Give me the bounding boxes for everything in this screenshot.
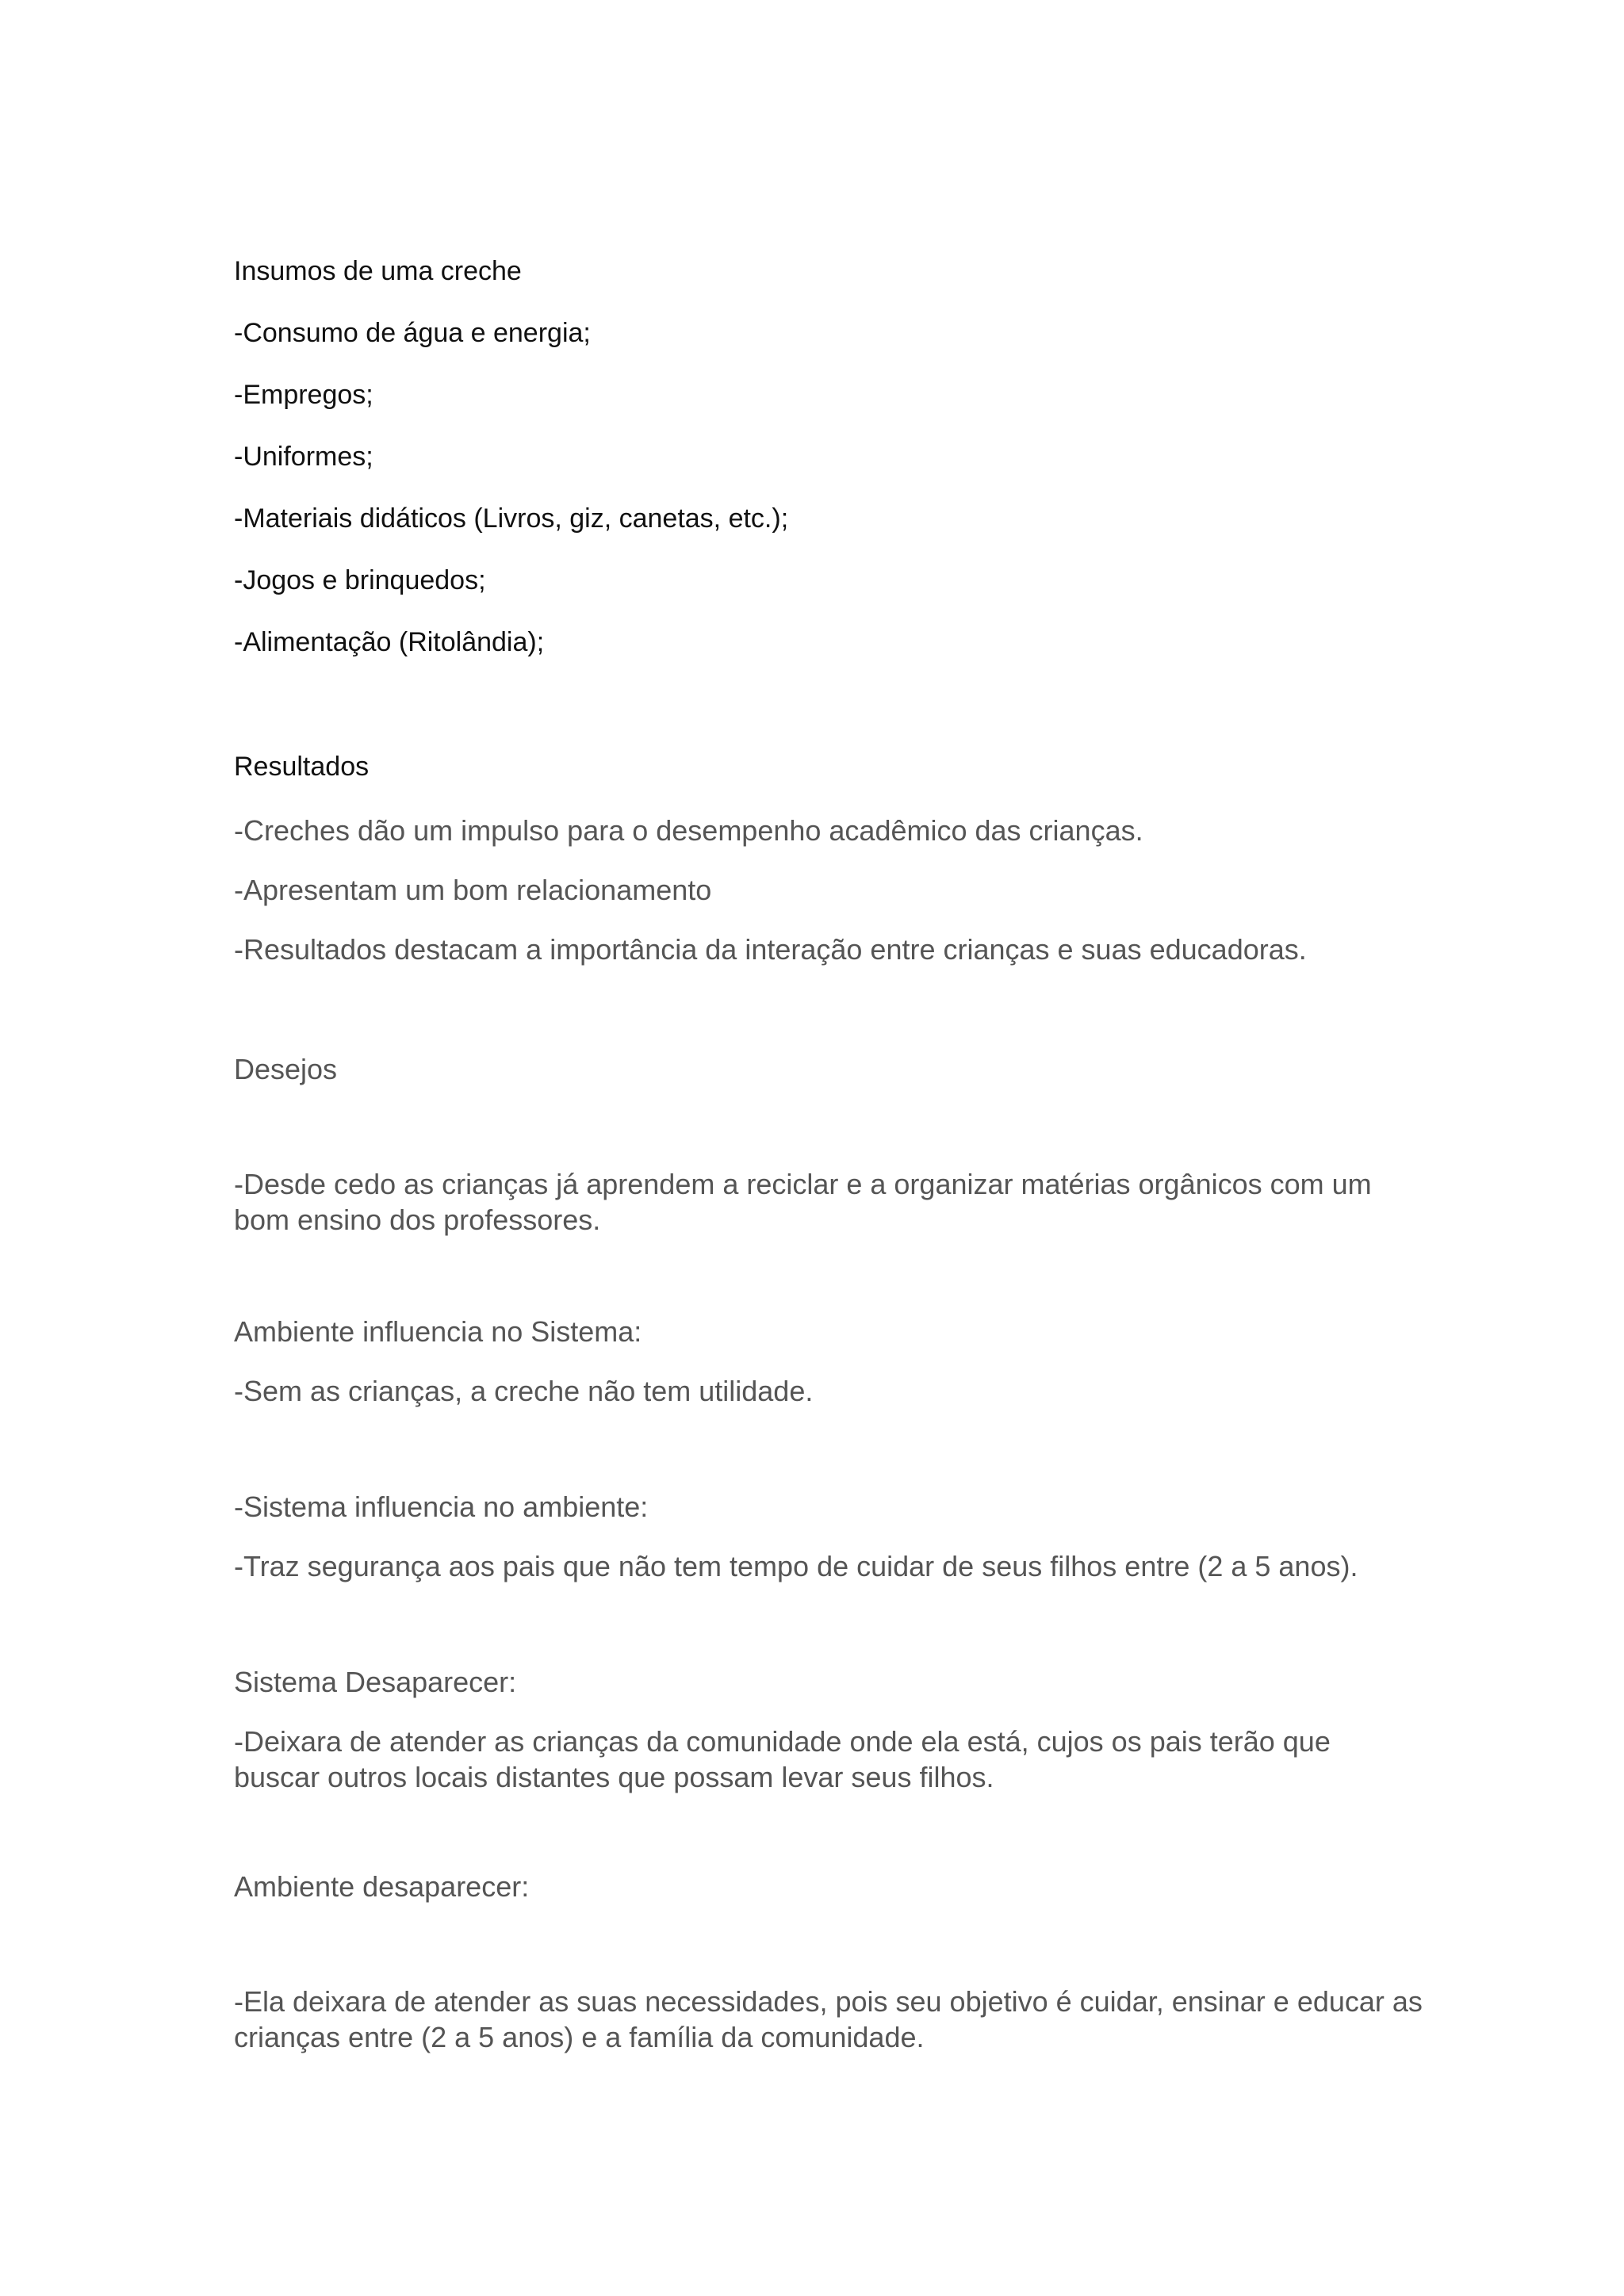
resultados-item: -Apresentam um bom relacionamento	[234, 874, 712, 906]
resultados-item: -Resultados destacam a importância da interação entre crianças e suas educadoras.	[234, 933, 1307, 966]
insumos-item: -Materiais didáticos (Livros, giz, canetas, etc.);	[234, 503, 789, 534]
sistema-desaparecer-section	[234, 1664, 1423, 1819]
resultados-items	[234, 813, 1423, 991]
ambiente-desaparecer-heading-block	[234, 1869, 1423, 1928]
insumos-item: -Empregos;	[234, 380, 373, 410]
resultados-heading: Resultados	[234, 752, 370, 782]
insumos-item: -Consumo de água e energia;	[234, 318, 591, 348]
desejos-text-block	[234, 1166, 1423, 1261]
insumos-item: -Alimentação (Ritolândia);	[234, 627, 545, 657]
ambiente-influencia-section	[234, 1314, 1423, 1433]
ambiente-influencia-heading: Ambiente influencia no Sistema:	[234, 1315, 642, 1348]
insumos-item: -Jogos e brinquedos;	[234, 565, 486, 595]
ambiente-desaparecer-heading: Ambiente desaparecer:	[234, 1870, 530, 1903]
desejos-text: -Desde cedo as crianças já aprendem a reciclar e a organizar matérias orgânicos com um bom ensino dos professores.	[234, 1168, 1380, 1236]
ambiente-influencia-text: -Sem as crianças, a creche não tem utilidade.	[234, 1375, 814, 1407]
sistema-influencia-text: -Traz segurança aos pais que não tem tempo de cuidar de seus filhos entre (2 a 5 anos).	[234, 1550, 1358, 1582]
desejos-heading: Desejos	[234, 1053, 338, 1085]
sistema-desaparecer-heading: Sistema Desaparecer:	[234, 1666, 517, 1698]
desejos-heading-block	[234, 1051, 1423, 1111]
sistema-influencia-section	[234, 1489, 1423, 1608]
ambiente-desaparecer-text: -Ela deixara de atender as suas necessidades, pois seu objetivo é cuidar, ensinar e educar as crianças entre (2 a 5 anos) e a família da comunidade.	[234, 1985, 1431, 2053]
resultados-item: -Creches dão um impulso para o desempenho acadêmico das crianças.	[234, 814, 1143, 847]
insumos-section	[234, 252, 1423, 685]
resultados-heading-block	[234, 748, 1423, 809]
insumos-item: -Uniformes;	[234, 442, 373, 472]
ambiente-desaparecer-text-block	[234, 1984, 1431, 2079]
insumos-heading: Insumos de uma creche	[234, 256, 522, 286]
sistema-influencia-heading: -Sistema influencia no ambiente:	[234, 1490, 649, 1523]
sistema-desaparecer-text: -Deixara de atender as crianças da comunidade onde ela está, cujos os pais terão que buscar outros locais distantes que possam levar seus filhos.	[234, 1725, 1339, 1793]
